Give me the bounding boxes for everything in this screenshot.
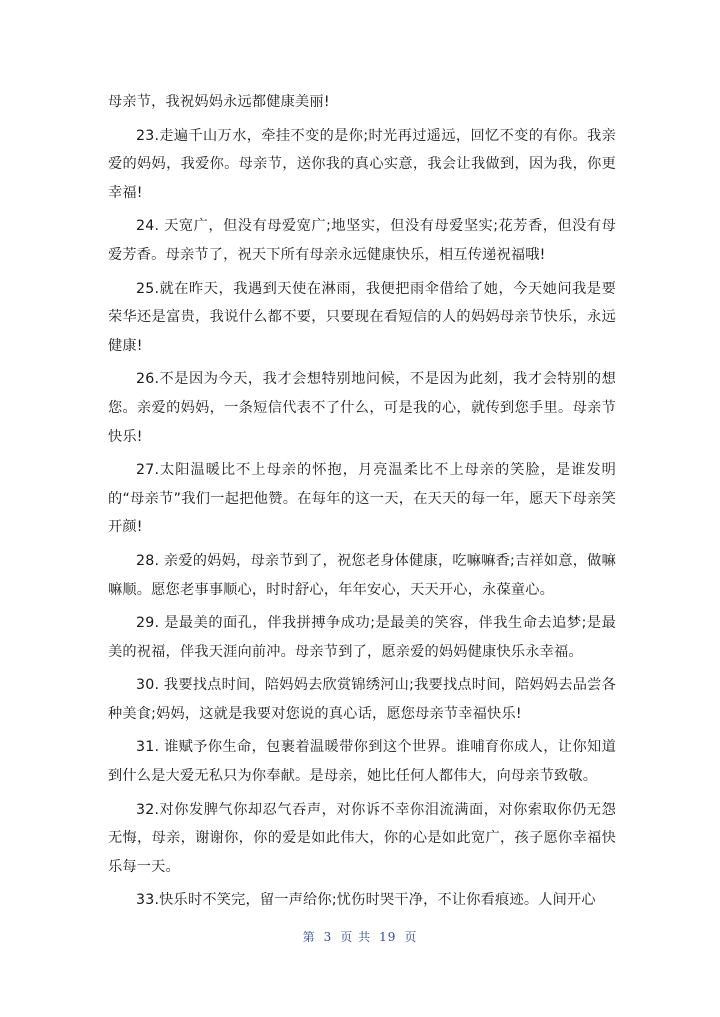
page-total-number: 19 (379, 930, 397, 944)
page-footer (0, 928, 720, 945)
paragraph: 32.对你发脾气你却忍气吞声，对你诉不幸你泪流满面，对你索取你仍无怨无悔，母亲，谢谢你，你的爱是如此伟大，你的心是如此宽广，孩子愿你幸福快乐每一天。 (108, 801, 616, 875)
paragraph: 26.不是因为今天，我才会想特别地问候，不是因为此刻，我才会特别的想您。亲爱的妈妈，一条短信代表不了什么，可是我的心，就传到您手里。母亲节快乐! (108, 371, 616, 445)
paragraph: 30. 我要找点时间，陪妈妈去欣赏锦绣河山;我要找点时间，陪妈妈去品尝各种美食;妈妈，这就是我要对您说的真心话，愿您母亲节幸福快乐! (108, 677, 616, 722)
paragraph: 23.走遍千山万水，牵挂不变的是你;时光再过遥远，回忆不变的有你。我亲爱的妈妈，我爱你。母亲节，送你我的真心实意，我会让我做到，因为我，你更幸福! (108, 127, 616, 201)
page-label-mid: 页 共 (340, 930, 372, 944)
paragraph: 29. 是最美的面孔，伴我拼搏争成功;是最美的笑容，伴我生命去追梦;是最美的祝福，伴我天涯向前冲。母亲节到了，愿亲爱的妈妈健康快乐永幸福。 (108, 615, 616, 660)
paragraph: 28. 亲爱的妈妈，母亲节到了，祝您老身体健康，吃嘛嘛香;吉祥如意，做嘛嘛顺。愿您老事事顺心，时时舒心，年年安心，天天开心，永葆童心。 (108, 552, 616, 598)
page-label-suffix: 页 (404, 930, 418, 944)
paragraph: 24. 天宽广，但没有母爱宽广;地坚实，但没有母爱坚实;花芳香，但没有母爱芳香。母亲节了，祝天下所有母亲永远健康快乐，相互传递祝福哦! (108, 218, 616, 263)
paragraph: 31. 谁赋予你生命，包裹着温暖带你到这个世界。谁哺育你成人，让你知道到什么是大爱无私只为你奉献。是母亲，她比任何人都伟大，向母亲节致敬。 (108, 739, 616, 785)
page-current-number: 3 (323, 930, 333, 944)
page-label-prefix: 第 (302, 930, 316, 944)
document-body (108, 88, 616, 920)
paragraph: 27.太阳温暖比不上母亲的怀抱，月亮温柔比不上母亲的笑脸，是谁发明的“母亲节”我们一起把他赞。在每年的这一天，在天天的每一年，愿天下母亲笑开颜! (108, 462, 616, 536)
paragraph: 33.快乐时不笑完，留一声给你;忧伤时哭干净，不让你看痕迹。人间开心 (136, 892, 596, 909)
paragraph: 25.就在昨天，我遇到天使在淋雨，我便把雨伞借给了她，今天她问我是要荣华还是富贵，我说什么都不要，只要现在看短信的人的妈妈母亲节快乐，永远健康! (108, 280, 616, 354)
paragraph: 母亲节，我祝妈妈永远都健康美丽! (108, 94, 330, 110)
